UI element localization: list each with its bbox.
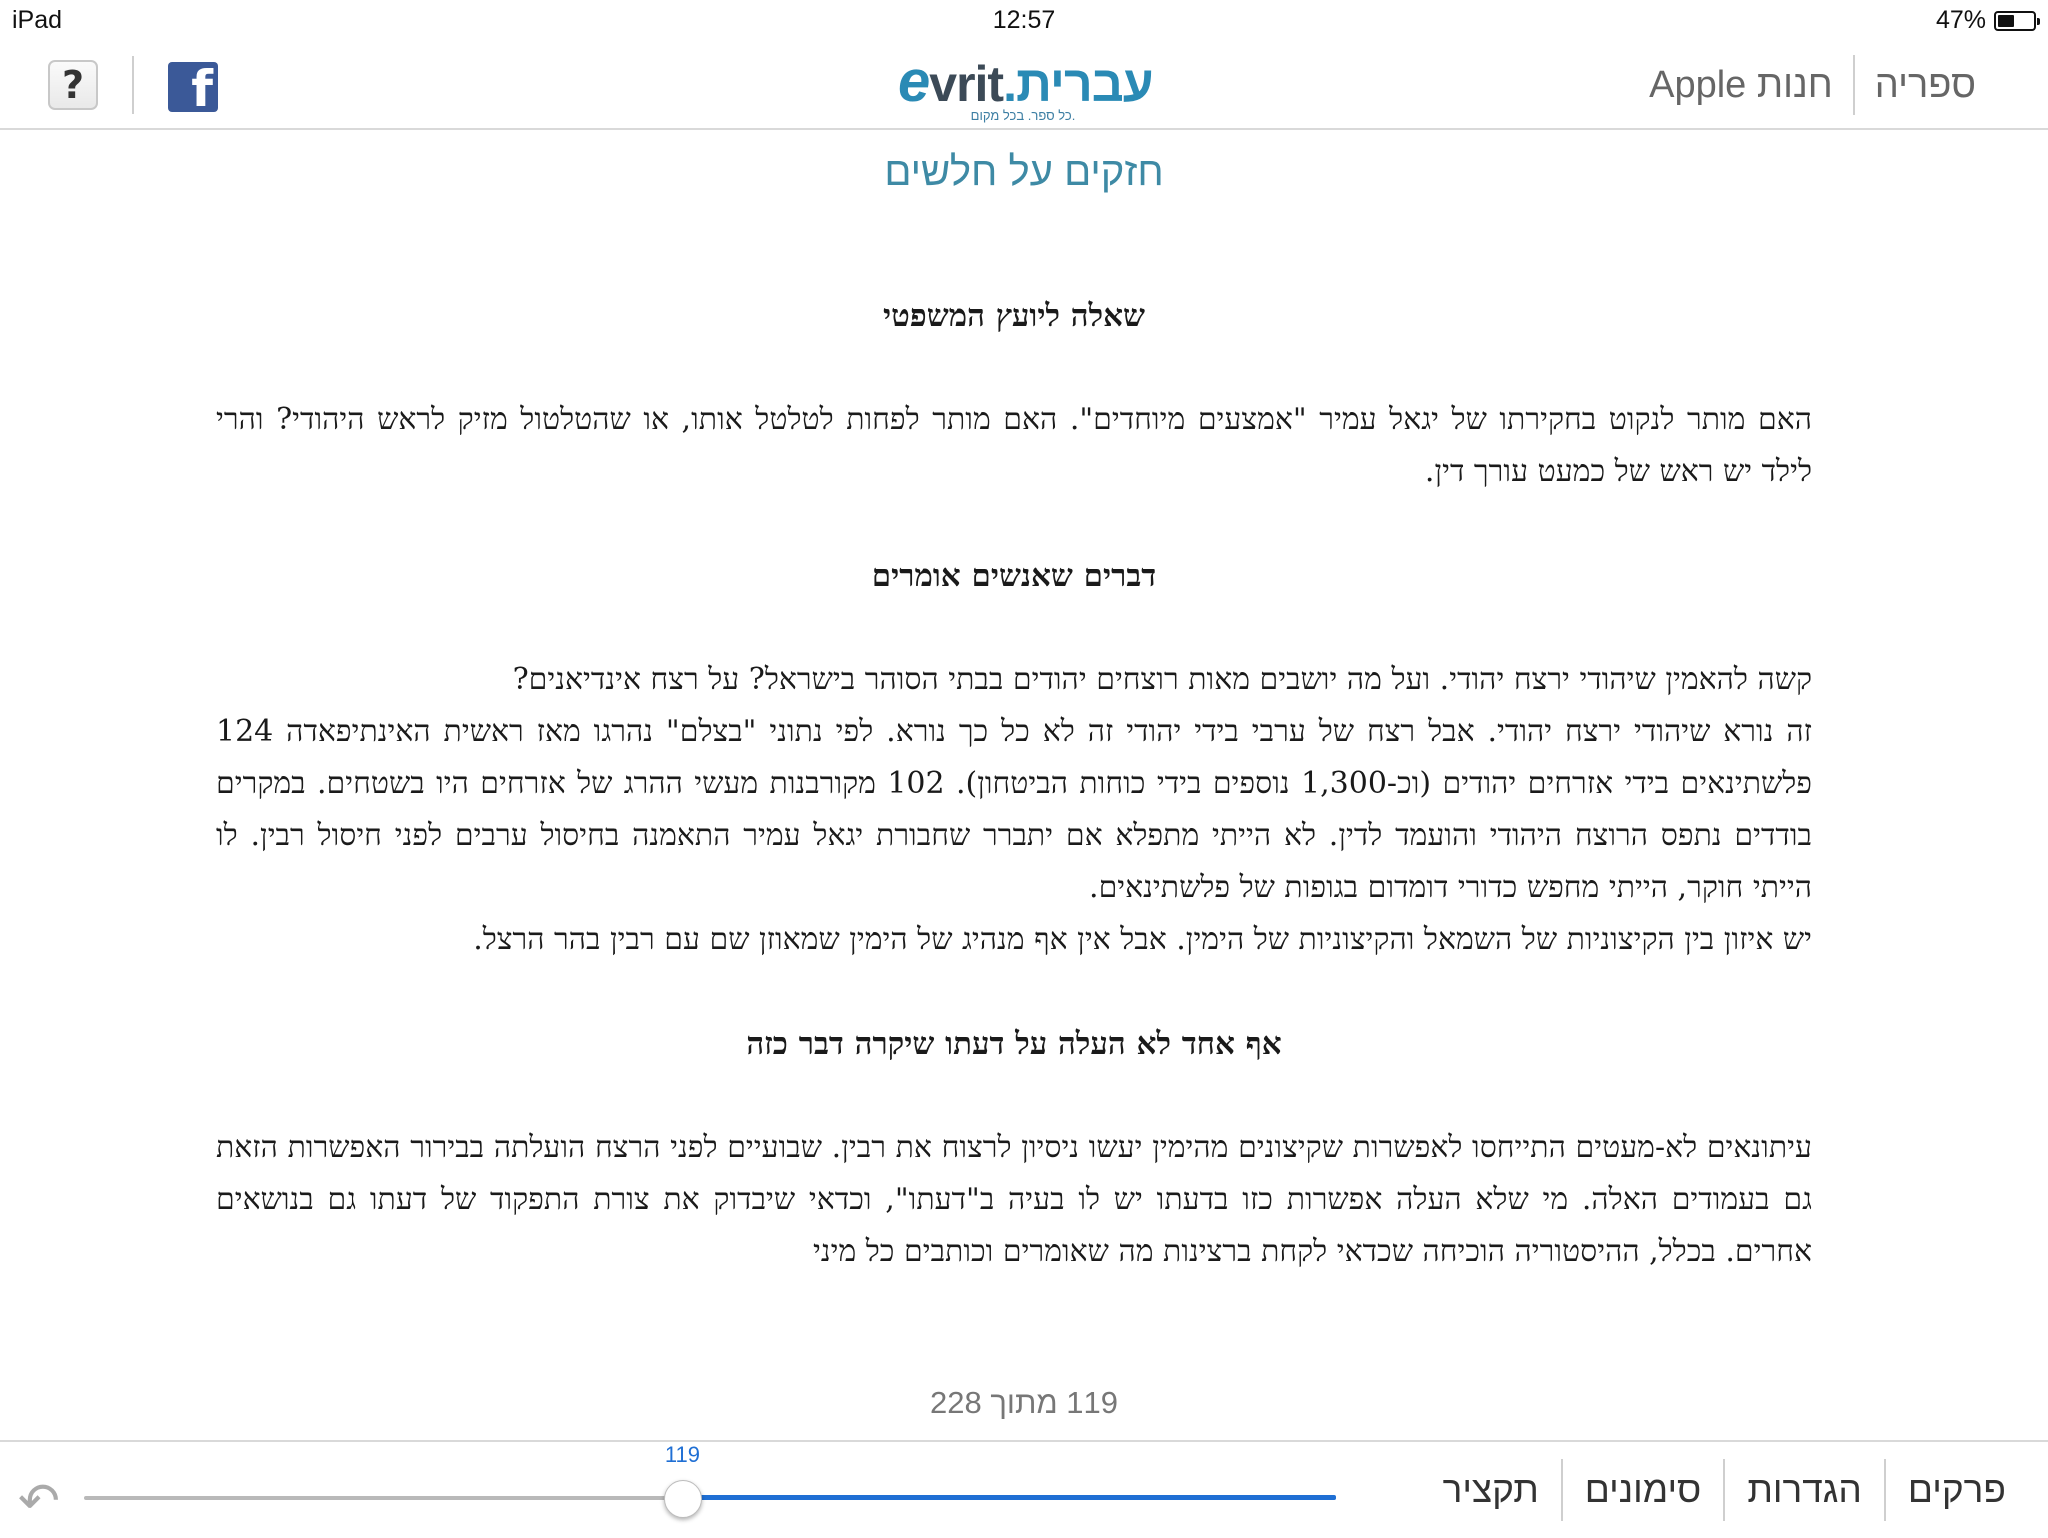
paragraph: עיתונאים לא-מעטים התייחסו לאפשרות שקיצונים מהימין יעשו ניסיון לרצוח את רבין. שבועיים לפני הרצח הועלתה בבירור האפשרות הזאת גם בעמודים האלה. מי שלא העלה אפשרות כזו בדעתו יש לו בעיה ב"דעתו", וכדאי שיבדוק את צורת התפקוד של דעתו גם בנושאים אחרים. בכלל, ההיסטוריה הוכיחה שכדאי לקחת ברצינות מה שאומרים וכותבים כל מיני [216,1130,1812,1269]
bookmarks-button[interactable]: סימונים [1584,1469,1702,1510]
settings-button[interactable]: הגדרות [1747,1469,1862,1510]
book-title: חזקים על חלשים [884,150,1164,194]
facebook-share-button[interactable] [168,62,218,112]
facebook-icon: f [191,62,213,112]
top-nav [1629,52,1996,118]
nav-divider [1884,1459,1886,1521]
slider-page-label: 119 [664,1442,700,1467]
help-button[interactable]: ? [48,60,98,110]
library-button[interactable]: ספריה [1874,63,1976,106]
section-heading: דברים שאנשים אומרים [871,558,1157,594]
battery-indicator [1936,6,2036,35]
summary-button[interactable]: תקציר [1442,1469,1539,1510]
page-slider[interactable] [84,1442,1336,1508]
bottom-toolbar [0,1440,2048,1538]
nav-divider [1723,1459,1725,1521]
page-content [216,290,1812,1278]
status-bar [0,0,2048,42]
logo-tagline: כל ספר. בכל מקום. [970,108,1076,123]
nav-divider [1561,1459,1563,1521]
slider-fill [682,1495,1336,1500]
bottom-nav [1421,1452,2028,1528]
battery-icon [1994,11,2036,31]
toolbar-divider [132,56,134,114]
paragraph: קשה להאמין שיהודי ירצח יהודי. ועל מה יושבים מאות רוצחים יהודים בבתי הסוהר בישראל? על רצח אינדיאנים? [512,662,1812,697]
clock: 12:57 [992,6,1056,34]
section-heading: אף אחד לא העלה על דעתו שיקרה דבר כזה [746,1026,1282,1062]
return-arrow-icon[interactable]: ↶ [18,1472,60,1530]
chapters-button[interactable]: פרקים [1907,1469,2006,1510]
evrit-logo: evrit.עברית כל ספר. בכל מקום. [898,49,1153,123]
battery-fill [1998,15,2014,27]
page-indicator: 119 מתוך 228 [929,1385,1119,1420]
nav-divider [1853,55,1855,115]
paragraph: זה נורא שיהודי ירצח יהודי. אבל רצח של ערבי בידי יהודי זה לא כל כך נורא. לפי נתוני "בצלם" נהרגו מאז ראשית האינתיפאדה 124 פלשתינאים בידי אזרחים יהודים (וכ-1,300 נוספים בידי כוחות הביטחון). 102 מקורבנות מעשי ההרג של אזרחים היו בשטחים. במקרים בודדים נתפס הרוצח היהודי והועמד לדין. לא הייתי מתפלא אם יתברר שחבורת יגאל עמיר התאמנה בחיסול ערבים לפני חיסול רבין. לו הייתי חוקר, הייתי מחפש כדורי דומדום בגופות של פלשתינאים. [216,714,1813,905]
paragraph: האם מותר לנקוט בחקירתו של יגאל עמיר "אמצעים מיוחדים". האם מותר לפחות לטלטל אותו, או שהטלטול מזיק לראש היהודי? והרי לילד יש ראש של כמעט עורך דין. [216,402,1812,489]
apple-store-button[interactable]: חנות Apple [1649,63,1833,106]
top-toolbar [0,42,2048,130]
battery-percent: 47% [1935,6,1986,34]
paragraph: יש איזון בין הקיצוניות של השמאל והקיצוניות של הימין. אבל אין אף מנהיג של הימין שמאוזן שם עם רבין בהר הרצל. [473,922,1812,957]
device-label: iPad [12,6,63,34]
slider-thumb[interactable] [664,1480,702,1518]
section-heading: שאלה ליועץ המשפטי [883,298,1145,334]
